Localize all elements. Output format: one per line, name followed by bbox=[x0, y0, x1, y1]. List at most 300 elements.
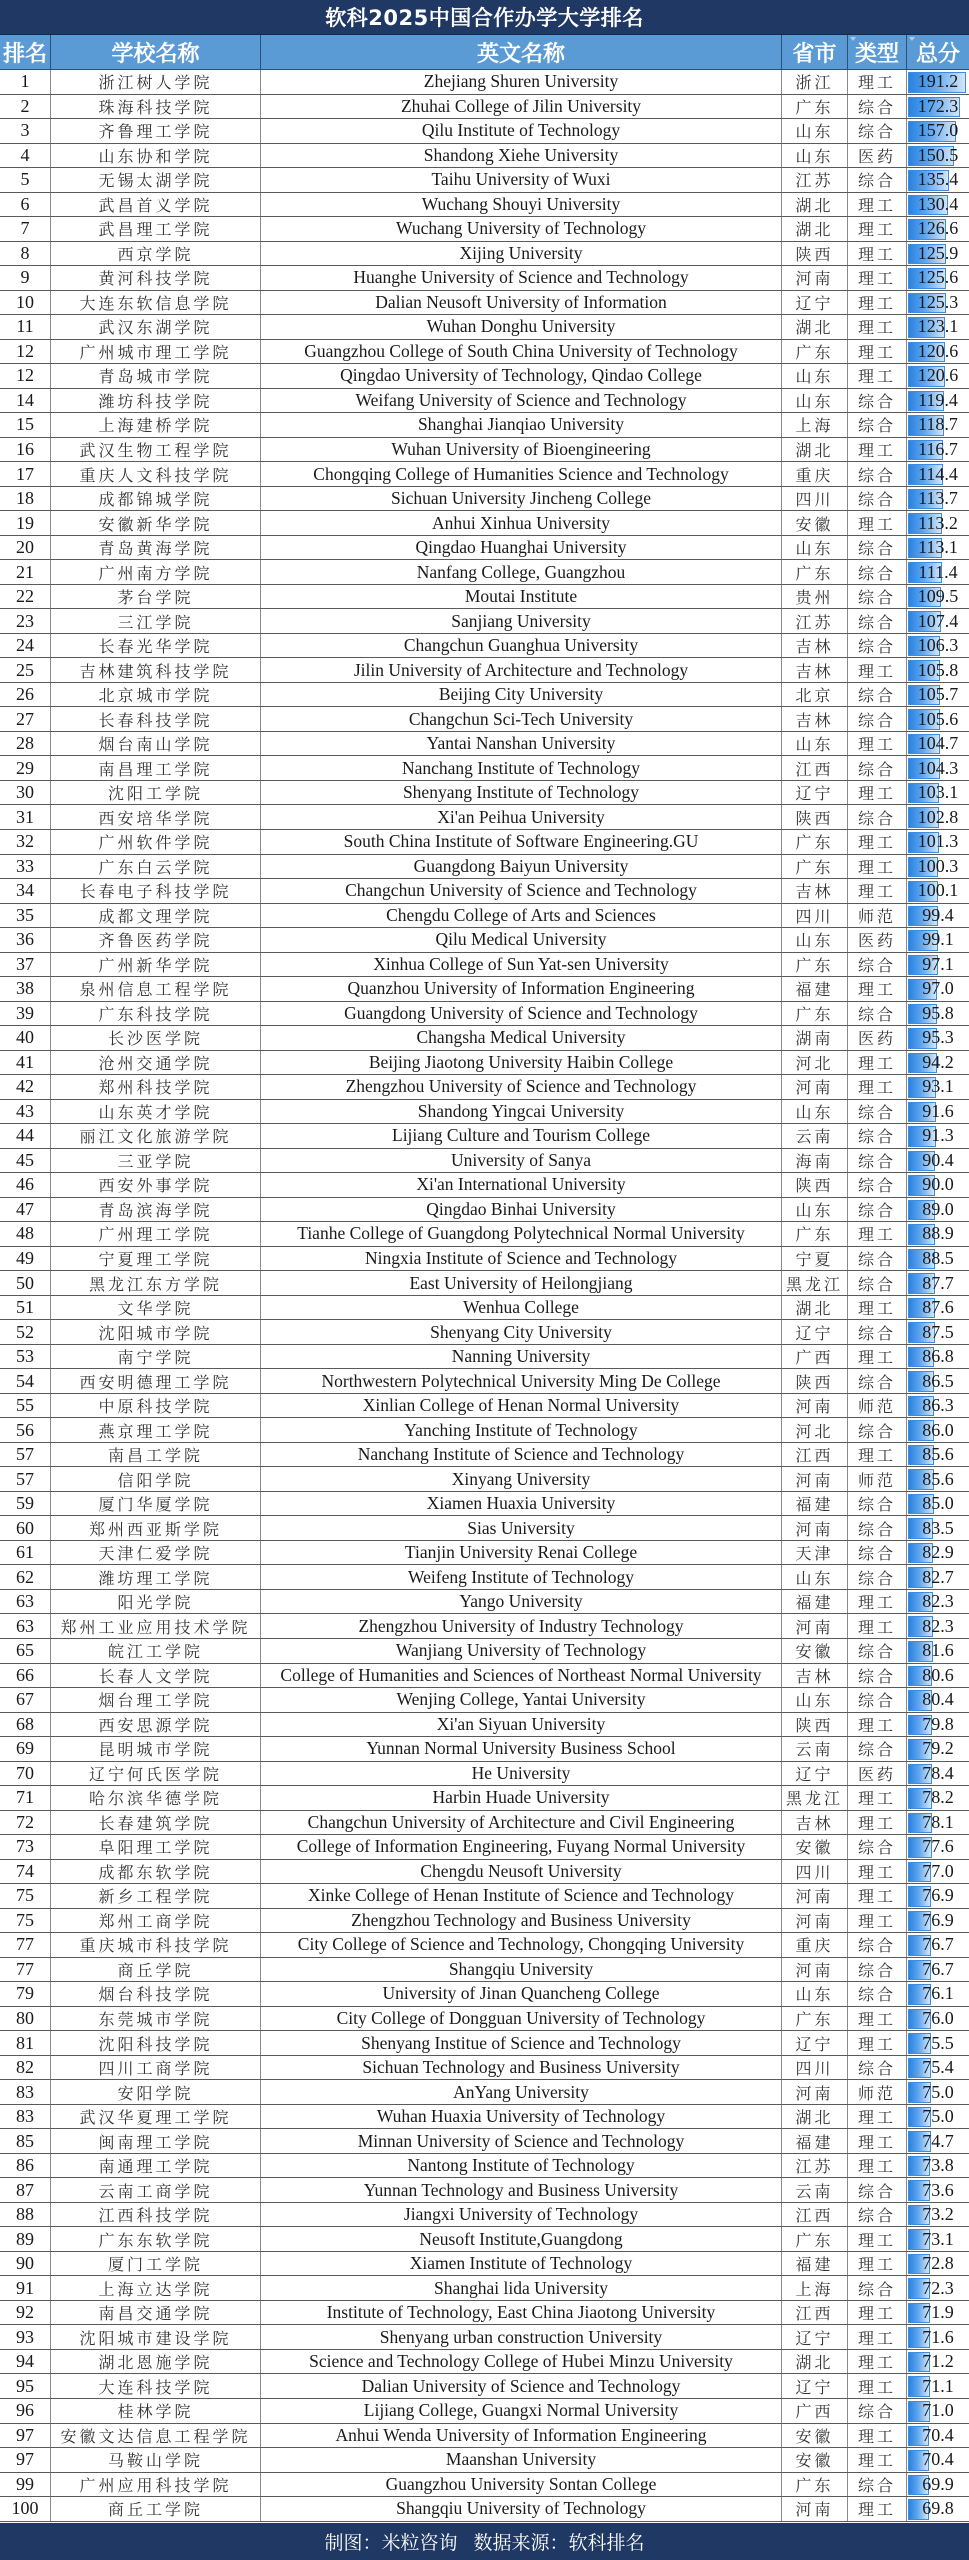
cn-name-cell: 黄河科技学院 bbox=[51, 266, 261, 290]
cn-name-cell: 湖北恩施学院 bbox=[51, 2350, 261, 2374]
en-name-cell: AnYang University bbox=[261, 2080, 782, 2104]
table-row bbox=[0, 242, 969, 267]
table-row bbox=[0, 1369, 969, 1394]
cn-name-cell: 郑州工商学院 bbox=[51, 1909, 261, 1933]
score-cell bbox=[907, 1933, 969, 1957]
table-row bbox=[0, 1345, 969, 1370]
en-name-cell: Shenyang Institue of Science and Technology bbox=[261, 2031, 782, 2055]
cn-name-cell: 安阳学院 bbox=[51, 2080, 261, 2104]
score-value: 105.8 bbox=[917, 659, 959, 680]
type-cell: 理工 bbox=[848, 830, 907, 854]
type-cell: 理工 bbox=[848, 2374, 907, 2398]
type-cell: 综合 bbox=[848, 1737, 907, 1761]
score-value: 83.5 bbox=[922, 1517, 954, 1538]
en-name-cell: Tianjin University Renai College bbox=[261, 1541, 782, 1565]
type-cell: 理工 bbox=[848, 658, 907, 682]
province-cell: 江西 bbox=[782, 2203, 848, 2227]
score-cell bbox=[907, 609, 969, 633]
cn-name-cell: 四川工商学院 bbox=[51, 2056, 261, 2080]
cn-name-cell: 三江学院 bbox=[51, 609, 261, 633]
cn-name-cell: 长春科技学院 bbox=[51, 707, 261, 731]
cn-name-cell: 武昌理工学院 bbox=[51, 217, 261, 241]
province-cell: 湖北 bbox=[782, 315, 848, 339]
rank-cell: 95 bbox=[0, 2374, 51, 2398]
score-value: 79.8 bbox=[922, 1713, 954, 1734]
en-name-cell: Institute of Technology, East China Jiaotong University bbox=[261, 2301, 782, 2325]
province-cell: 湖北 bbox=[782, 438, 848, 462]
cn-name-cell: 北京城市学院 bbox=[51, 683, 261, 707]
score-cell bbox=[907, 1664, 969, 1688]
score-value: 86.3 bbox=[922, 1395, 954, 1416]
score-cell bbox=[907, 977, 969, 1001]
type-cell: 综合 bbox=[848, 1100, 907, 1124]
score-cell bbox=[907, 732, 969, 756]
rank-cell: 89 bbox=[0, 2227, 51, 2251]
province-cell: 辽宁 bbox=[782, 1762, 848, 1786]
en-name-cell: Shangqiu University bbox=[261, 1958, 782, 1982]
rank-cell: 55 bbox=[0, 1394, 51, 1418]
cn-name-cell: 沈阳城市建设学院 bbox=[51, 2325, 261, 2349]
table-row bbox=[0, 1639, 969, 1664]
score-value: 91.6 bbox=[922, 1100, 954, 1121]
type-cell: 综合 bbox=[848, 2056, 907, 2080]
score-cell bbox=[907, 1198, 969, 1222]
score-cell bbox=[907, 2448, 969, 2472]
score-cell bbox=[907, 2007, 969, 2031]
score-value: 76.9 bbox=[922, 1885, 954, 1906]
table-row bbox=[0, 2129, 969, 2154]
province-cell: 安徽 bbox=[782, 1639, 848, 1663]
rank-cell: 27 bbox=[0, 707, 51, 731]
rank-cell: 75 bbox=[0, 1909, 51, 1933]
score-cell bbox=[907, 1860, 969, 1884]
province-cell: 江苏 bbox=[782, 609, 848, 633]
type-cell: 综合 bbox=[848, 1124, 907, 1148]
score-value: 90.0 bbox=[922, 1174, 954, 1195]
score-cell bbox=[907, 2203, 969, 2227]
type-cell: 师范 bbox=[848, 1394, 907, 1418]
score-cell bbox=[907, 1835, 969, 1859]
en-name-cell: Yanching Institute of Technology bbox=[261, 1418, 782, 1442]
en-name-cell: Nantong Institute of Technology bbox=[261, 2154, 782, 2178]
province-cell: 江苏 bbox=[782, 2154, 848, 2178]
cn-name-cell: 成都锦城学院 bbox=[51, 487, 261, 511]
score-cell bbox=[907, 855, 969, 879]
rank-cell: 9 bbox=[0, 266, 51, 290]
type-cell: 理工 bbox=[848, 438, 907, 462]
cn-name-cell: 信阳学院 bbox=[51, 1467, 261, 1491]
score-value: 78.4 bbox=[922, 1762, 954, 1783]
province-cell: 河南 bbox=[782, 1909, 848, 1933]
table-row bbox=[0, 805, 969, 830]
rank-cell: 23 bbox=[0, 609, 51, 633]
type-cell: 综合 bbox=[848, 707, 907, 731]
cn-name-cell: 上海建桥学院 bbox=[51, 413, 261, 437]
table-row bbox=[0, 1271, 969, 1296]
province-cell: 云南 bbox=[782, 1124, 848, 1148]
cn-name-cell: 齐鲁理工学院 bbox=[51, 119, 261, 143]
table-row bbox=[0, 634, 969, 659]
cn-name-cell: 广州新华学院 bbox=[51, 953, 261, 977]
cn-name-cell: 烟台理工学院 bbox=[51, 1688, 261, 1712]
en-name-cell: University of Sanya bbox=[261, 1149, 782, 1173]
cn-name-cell: 安徽文达信息工程学院 bbox=[51, 2424, 261, 2448]
score-value: 76.7 bbox=[922, 1934, 954, 1955]
cn-name-cell: 文华学院 bbox=[51, 1296, 261, 1320]
score-cell bbox=[907, 658, 969, 682]
en-name-cell: City College of Science and Technology, Chongqing University bbox=[261, 1933, 782, 1957]
table-row bbox=[0, 1394, 969, 1419]
score-cell bbox=[907, 1614, 969, 1638]
en-name-cell: Zhuhai College of Jilin University bbox=[261, 95, 782, 119]
en-name-cell: Qilu Medical University bbox=[261, 928, 782, 952]
score-cell bbox=[907, 168, 969, 192]
score-cell bbox=[907, 1786, 969, 1810]
table-row bbox=[0, 585, 969, 610]
type-cell: 理工 bbox=[848, 315, 907, 339]
header-en-name[interactable]: 英文名称 bbox=[261, 35, 782, 69]
province-cell: 山东 bbox=[782, 1688, 848, 1712]
score-value: 93.1 bbox=[922, 1076, 954, 1097]
table-row bbox=[0, 144, 969, 169]
table-row bbox=[0, 2374, 969, 2399]
table-row bbox=[0, 1516, 969, 1541]
score-value: 73.2 bbox=[922, 2204, 954, 2225]
rank-cell: 28 bbox=[0, 732, 51, 756]
type-cell: 综合 bbox=[848, 2276, 907, 2300]
score-value: 75.0 bbox=[922, 2081, 954, 2102]
province-cell: 山东 bbox=[782, 1982, 848, 2006]
rank-cell: 45 bbox=[0, 1149, 51, 1173]
table-row bbox=[0, 2105, 969, 2130]
score-value: 119.4 bbox=[918, 389, 958, 410]
en-name-cell: Shenyang Institute of Technology bbox=[261, 781, 782, 805]
score-cell bbox=[907, 1565, 969, 1589]
rank-cell: 36 bbox=[0, 928, 51, 952]
type-cell: 综合 bbox=[848, 536, 907, 560]
cn-name-cell: 齐鲁医药学院 bbox=[51, 928, 261, 952]
table-row bbox=[0, 1002, 969, 1027]
score-value: 97.0 bbox=[922, 978, 954, 999]
score-cell bbox=[907, 1051, 969, 1075]
table-row bbox=[0, 1860, 969, 1885]
province-cell: 重庆 bbox=[782, 1933, 848, 1957]
rank-cell: 57 bbox=[0, 1443, 51, 1467]
province-cell: 重庆 bbox=[782, 462, 848, 486]
table-row bbox=[0, 1614, 969, 1639]
en-name-cell: Xiamen Huaxia University bbox=[261, 1492, 782, 1516]
table-row bbox=[0, 1296, 969, 1321]
province-cell: 辽宁 bbox=[782, 781, 848, 805]
cn-name-cell: 天津仁爱学院 bbox=[51, 1541, 261, 1565]
score-value: 76.7 bbox=[922, 1958, 954, 1979]
table-row bbox=[0, 1933, 969, 1958]
en-name-cell: Wuchang Shouyi University bbox=[261, 193, 782, 217]
cn-name-cell: 浙江树人学院 bbox=[51, 70, 261, 94]
score-cell bbox=[907, 805, 969, 829]
cn-name-cell: 厦门华厦学院 bbox=[51, 1492, 261, 1516]
filter-indicator-icon[interactable] bbox=[850, 37, 856, 41]
type-cell: 综合 bbox=[848, 634, 907, 658]
score-cell bbox=[907, 2056, 969, 2080]
table-row bbox=[0, 953, 969, 978]
type-cell: 综合 bbox=[848, 2473, 907, 2497]
score-cell bbox=[907, 2031, 969, 2055]
score-cell bbox=[907, 2399, 969, 2423]
province-cell: 广东 bbox=[782, 340, 848, 364]
score-value: 116.7 bbox=[918, 438, 958, 459]
type-cell: 理工 bbox=[848, 511, 907, 535]
en-name-cell: Anhui Xinhua University bbox=[261, 511, 782, 535]
en-name-cell: Xinyang University bbox=[261, 1467, 782, 1491]
rank-cell: 57 bbox=[0, 1467, 51, 1491]
rank-cell: 54 bbox=[0, 1369, 51, 1393]
header-rank[interactable]: 排名 bbox=[0, 35, 51, 69]
rank-cell: 67 bbox=[0, 1688, 51, 1712]
en-name-cell: Xi'an Siyuan University bbox=[261, 1713, 782, 1737]
table-header bbox=[0, 35, 969, 70]
type-cell: 理工 bbox=[848, 2497, 907, 2521]
province-cell: 广东 bbox=[782, 2473, 848, 2497]
province-cell: 北京 bbox=[782, 683, 848, 707]
score-cell bbox=[907, 364, 969, 388]
type-cell: 综合 bbox=[848, 413, 907, 437]
cn-name-cell: 中原科技学院 bbox=[51, 1394, 261, 1418]
rank-cell: 65 bbox=[0, 1639, 51, 1663]
table-row bbox=[0, 1418, 969, 1443]
score-cell bbox=[907, 266, 969, 290]
type-cell: 综合 bbox=[848, 1492, 907, 1516]
type-cell: 理工 bbox=[848, 266, 907, 290]
score-cell bbox=[907, 2424, 969, 2448]
type-cell: 理工 bbox=[848, 1051, 907, 1075]
score-value: 69.9 bbox=[922, 2473, 954, 2494]
score-cell bbox=[907, 830, 969, 854]
en-name-cell: Ningxia Institute of Science and Technology bbox=[261, 1247, 782, 1271]
score-value: 150.5 bbox=[917, 144, 959, 165]
cn-name-cell: 广州城市理工学院 bbox=[51, 340, 261, 364]
score-value: 113.1 bbox=[918, 537, 958, 558]
score-value: 120.6 bbox=[917, 365, 959, 386]
en-name-cell: Chongqing College of Humanities Science and Technology bbox=[261, 462, 782, 486]
cn-name-cell: 上海立达学院 bbox=[51, 2276, 261, 2300]
type-cell: 理工 bbox=[848, 977, 907, 1001]
table-row bbox=[0, 2276, 969, 2301]
cn-name-cell: 青岛城市学院 bbox=[51, 364, 261, 388]
rank-cell: 82 bbox=[0, 2056, 51, 2080]
type-cell: 医药 bbox=[848, 144, 907, 168]
en-name-cell: Lijiang College, Guangxi Normal University bbox=[261, 2399, 782, 2423]
province-cell: 广东 bbox=[782, 1222, 848, 1246]
type-cell: 理工 bbox=[848, 2448, 907, 2472]
rank-cell: 53 bbox=[0, 1345, 51, 1369]
province-cell: 湖北 bbox=[782, 1296, 848, 1320]
rank-cell: 43 bbox=[0, 1100, 51, 1124]
province-cell: 广西 bbox=[782, 1345, 848, 1369]
table-row bbox=[0, 1124, 969, 1149]
province-cell: 山东 bbox=[782, 1198, 848, 1222]
province-cell: 山东 bbox=[782, 389, 848, 413]
rank-cell: 16 bbox=[0, 438, 51, 462]
table-row bbox=[0, 1541, 969, 1566]
table-row bbox=[0, 1958, 969, 1983]
type-cell: 理工 bbox=[848, 1590, 907, 1614]
type-cell: 医药 bbox=[848, 1026, 907, 1050]
score-value: 69.8 bbox=[922, 2498, 954, 2519]
score-value: 85.6 bbox=[922, 1468, 954, 1489]
table-row bbox=[0, 1713, 969, 1738]
cn-name-cell: 潍坊理工学院 bbox=[51, 1565, 261, 1589]
filter-indicator-icon[interactable] bbox=[909, 37, 915, 41]
score-value: 80.4 bbox=[922, 1689, 954, 1710]
score-value: 113.2 bbox=[918, 512, 958, 533]
score-value: 79.2 bbox=[922, 1738, 954, 1759]
table-row bbox=[0, 756, 969, 781]
type-cell: 理工 bbox=[848, 1884, 907, 1908]
rank-cell: 83 bbox=[0, 2105, 51, 2129]
cn-name-cell: 三亚学院 bbox=[51, 1149, 261, 1173]
type-cell: 综合 bbox=[848, 1369, 907, 1393]
cn-name-cell: 泉州信息工程学院 bbox=[51, 977, 261, 1001]
rank-cell: 91 bbox=[0, 2276, 51, 2300]
en-name-cell: Jilin University of Architecture and Technology bbox=[261, 658, 782, 682]
en-name-cell: Xi'an International University bbox=[261, 1173, 782, 1197]
score-cell bbox=[907, 2497, 969, 2521]
score-cell bbox=[907, 315, 969, 339]
score-cell bbox=[907, 2154, 969, 2178]
header-province[interactable]: 省市 bbox=[782, 35, 848, 69]
type-cell: 理工 bbox=[848, 291, 907, 315]
score-cell bbox=[907, 1516, 969, 1540]
score-cell bbox=[907, 1590, 969, 1614]
cn-name-cell: 长春电子科技学院 bbox=[51, 879, 261, 903]
cn-name-cell: 沈阳城市学院 bbox=[51, 1320, 261, 1344]
province-cell: 吉林 bbox=[782, 879, 848, 903]
province-cell: 四川 bbox=[782, 487, 848, 511]
table-row bbox=[0, 2154, 969, 2179]
en-name-cell: Dalian University of Science and Technology bbox=[261, 2374, 782, 2398]
type-cell: 理工 bbox=[848, 2325, 907, 2349]
rank-cell: 17 bbox=[0, 462, 51, 486]
table-row bbox=[0, 1173, 969, 1198]
en-name-cell: Zhengzhou University of Science and Technology bbox=[261, 1075, 782, 1099]
score-cell bbox=[907, 634, 969, 658]
type-cell: 综合 bbox=[848, 1149, 907, 1173]
rank-cell: 70 bbox=[0, 1762, 51, 1786]
rank-cell: 97 bbox=[0, 2424, 51, 2448]
province-cell: 广东 bbox=[782, 2227, 848, 2251]
table-row bbox=[0, 217, 969, 242]
score-value: 82.3 bbox=[922, 1615, 954, 1636]
type-cell: 理工 bbox=[848, 70, 907, 94]
rank-cell: 2 bbox=[0, 95, 51, 119]
score-value: 157.0 bbox=[917, 120, 959, 141]
header-type-label: 类型 bbox=[854, 41, 899, 67]
score-cell bbox=[907, 438, 969, 462]
score-value: 76.9 bbox=[922, 1909, 954, 1930]
cn-name-cell: 南宁学院 bbox=[51, 1345, 261, 1369]
score-value: 80.6 bbox=[922, 1664, 954, 1685]
table-row bbox=[0, 2301, 969, 2326]
rank-cell: 85 bbox=[0, 2129, 51, 2153]
rank-cell: 88 bbox=[0, 2203, 51, 2227]
header-score[interactable] bbox=[907, 35, 969, 69]
province-cell: 陕西 bbox=[782, 805, 848, 829]
score-value: 97.1 bbox=[922, 953, 954, 974]
score-cell bbox=[907, 756, 969, 780]
score-cell bbox=[907, 2473, 969, 2497]
score-value: 71.0 bbox=[922, 2400, 954, 2421]
cn-name-cell: 南昌工学院 bbox=[51, 1443, 261, 1467]
en-name-cell: Nanning University bbox=[261, 1345, 782, 1369]
cn-name-cell: 武汉东湖学院 bbox=[51, 315, 261, 339]
en-name-cell: Wuhan Donghu University bbox=[261, 315, 782, 339]
cn-name-cell: 马鞍山学院 bbox=[51, 2448, 261, 2472]
header-cn-name[interactable]: 学校名称 bbox=[51, 35, 261, 69]
header-type[interactable] bbox=[848, 35, 907, 69]
table-row bbox=[0, 2399, 969, 2424]
rank-cell: 38 bbox=[0, 977, 51, 1001]
rank-cell: 72 bbox=[0, 1811, 51, 1835]
en-name-cell: Minnan University of Science and Technology bbox=[261, 2129, 782, 2153]
cn-name-cell: 山东英才学院 bbox=[51, 1100, 261, 1124]
en-name-cell: Wenjing College, Yantai University bbox=[261, 1688, 782, 1712]
table-row bbox=[0, 2497, 969, 2522]
en-name-cell: Changchun Sci-Tech University bbox=[261, 707, 782, 731]
type-cell: 综合 bbox=[848, 1320, 907, 1344]
en-name-cell: Changchun University of Science and Technology bbox=[261, 879, 782, 903]
type-cell: 师范 bbox=[848, 904, 907, 928]
en-name-cell: Weifeng Institute of Technology bbox=[261, 1565, 782, 1589]
score-value: 85.6 bbox=[922, 1444, 954, 1465]
table-row bbox=[0, 438, 969, 463]
cn-name-cell: 西安明德理工学院 bbox=[51, 1369, 261, 1393]
rank-cell: 62 bbox=[0, 1565, 51, 1589]
table-row bbox=[0, 855, 969, 880]
table-row bbox=[0, 2080, 969, 2105]
table-row bbox=[0, 904, 969, 929]
cn-name-cell: 辽宁何氏医学院 bbox=[51, 1762, 261, 1786]
type-cell: 综合 bbox=[848, 487, 907, 511]
province-cell: 江西 bbox=[782, 2301, 848, 2325]
type-cell: 理工 bbox=[848, 1614, 907, 1638]
province-cell: 宁夏 bbox=[782, 1247, 848, 1271]
score-value: 82.9 bbox=[922, 1542, 954, 1563]
type-cell: 理工 bbox=[848, 340, 907, 364]
cn-name-cell: 广州南方学院 bbox=[51, 560, 261, 584]
type-cell: 综合 bbox=[848, 1247, 907, 1271]
en-name-cell: Chengdu College of Arts and Sciences bbox=[261, 904, 782, 928]
score-cell bbox=[907, 1124, 969, 1148]
score-cell bbox=[907, 291, 969, 315]
type-cell: 综合 bbox=[848, 1664, 907, 1688]
en-name-cell: Yango University bbox=[261, 1590, 782, 1614]
rank-cell: 83 bbox=[0, 2080, 51, 2104]
table-row bbox=[0, 879, 969, 904]
score-cell bbox=[907, 1320, 969, 1344]
province-cell: 安徽 bbox=[782, 1835, 848, 1859]
type-cell: 综合 bbox=[848, 560, 907, 584]
en-name-cell: City College of Dongguan University of Technology bbox=[261, 2007, 782, 2031]
en-name-cell: Nanchang Institute of Science and Technology bbox=[261, 1443, 782, 1467]
province-cell: 山东 bbox=[782, 732, 848, 756]
rank-cell: 77 bbox=[0, 1958, 51, 1982]
province-cell: 湖北 bbox=[782, 2105, 848, 2129]
en-name-cell: Guangzhou University Sontan College bbox=[261, 2473, 782, 2497]
type-cell: 理工 bbox=[848, 2154, 907, 2178]
table-row bbox=[0, 1737, 969, 1762]
table-row bbox=[0, 2203, 969, 2228]
